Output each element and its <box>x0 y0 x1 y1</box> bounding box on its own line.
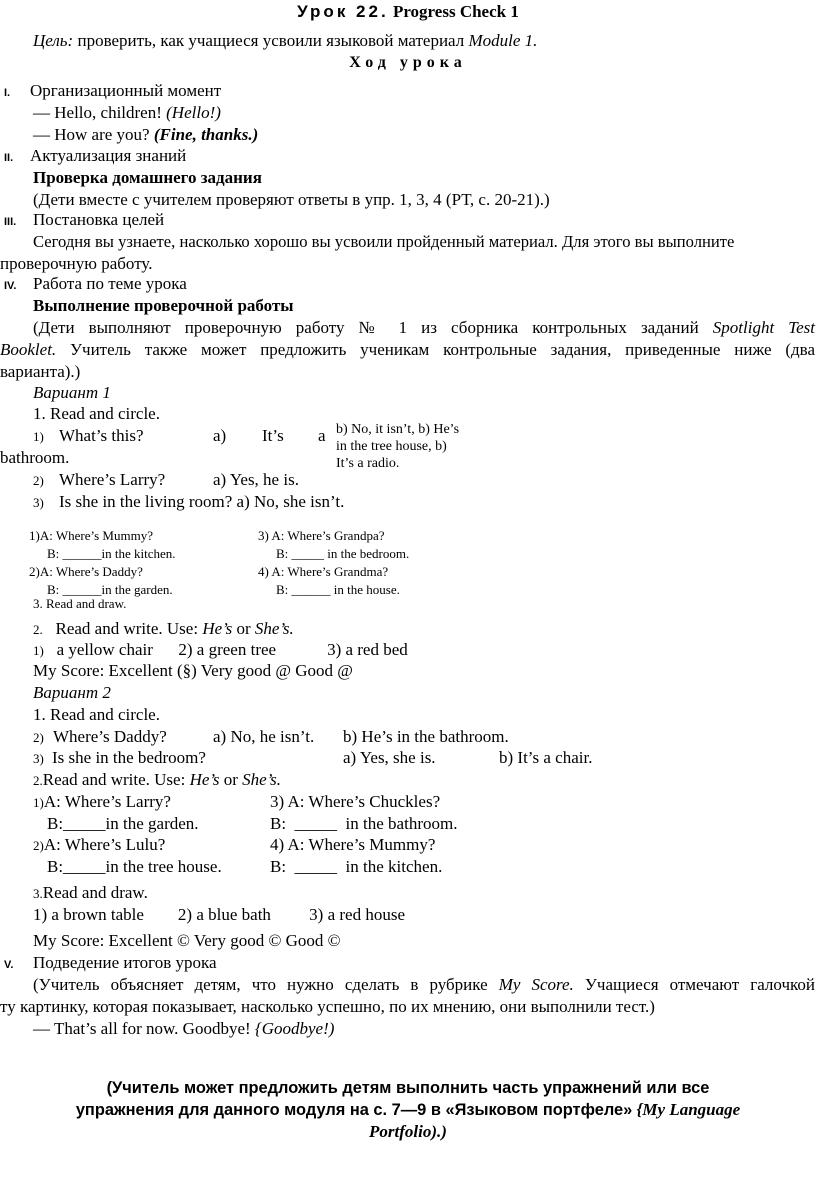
test-heading: Выполнение проверочной работы <box>33 296 294 315</box>
v2-q1-a: a) No, he isn’t. <box>213 727 315 746</box>
summary-text-2: ту картинку, которая показывает, насколько успешно, по их мнению, они выполнили тест.) <box>0 997 655 1016</box>
v1-score: My Score: Excellent (§) Very good @ Good @ <box>33 661 353 680</box>
v2-items: 1) a brown table 2) a blue bath 3) a red house <box>33 905 405 924</box>
v2-ex1: 1. Read and circle. <box>33 705 160 724</box>
summary-text-1: (Учитель объясняет детям, что нужно сделать в рубрике My Score. Учащиеся отмечают галочкой <box>33 975 815 994</box>
roman-4: IV. <box>4 280 17 292</box>
v1-d1-a: A: Where’s Mummy? <box>39 528 153 543</box>
v2-score: My Score: Excellent © Very good © Good © <box>33 931 341 950</box>
v1-q1-box-line1: b) No, it isn’t, b) He’s <box>336 422 460 437</box>
greeting-2: — How are you? (Fine, thanks.) <box>33 125 259 144</box>
v1-q3: Is she in the living room? a) No, she isn’t. <box>59 492 345 511</box>
v1-q1-num: 1) <box>33 429 44 444</box>
homework-heading: Проверка домашнего задания <box>33 168 262 187</box>
v1-d2-b: B: ______in the garden. <box>47 582 173 597</box>
v2-q2-b: b) It’s a chair. <box>499 748 593 767</box>
v2-q2-num: 3) <box>33 751 44 766</box>
roman-3: III. <box>4 216 17 228</box>
goal-label: Цель: <box>33 31 74 50</box>
goals-text-2: проверочную работу. <box>0 254 153 273</box>
v1-q1-box-line2: in the tree house, b) <box>336 439 447 454</box>
v1-dialogues-left: 1)A: Where’s Mummy? B: ______in the kitchen. 2)A: Where’s Daddy? B: ______in the garden. <box>29 528 176 597</box>
v2-d4-b: B: _____ in the kitchen. <box>270 857 443 876</box>
v2-d3-a: 3) A: Where’s Chuckles? <box>270 792 441 811</box>
v1-dialogues-right: 3) A: Where’s Grandpa? B: _____ in the bedroom. 4) A: Where’s Grandma? B: ______ in the house. <box>258 528 410 597</box>
goals-text-1: Сегодня вы узнаете, насколько хорошо вы усвоили пройденный материал. Для этого вы выполните <box>33 232 735 251</box>
v1-d3-b: B: _____ in the bedroom. <box>276 546 410 561</box>
course-heading: Ход урока <box>349 54 467 71</box>
v2-ex3: 3.Read and draw. <box>33 883 148 902</box>
goal-text: проверить, как учащиеся усвоили языковой материал <box>73 31 469 50</box>
footer-line-1: (Учитель может предложить детям выполнить часть упражнений или все <box>106 1079 710 1097</box>
variant-1-label: Вариант 1 <box>33 383 111 402</box>
v1-q1: What’s this? <box>59 426 144 445</box>
v1-q1-ans2: a <box>318 426 326 445</box>
lesson-number: Урок 22. <box>297 2 389 21</box>
v1-q3-num: 3) <box>33 495 44 510</box>
progress-check-title: Progress Check 1 <box>392 2 519 21</box>
homework-text: (Дети вместе с учителем проверяют ответы в упр. 1, 3, 4 (РТ, с. 20-21).) <box>33 190 550 209</box>
greeting-1: — Hello, children! (Hello!) <box>33 103 221 122</box>
v1-d4-a: A: Where’s Grandma? <box>271 564 389 579</box>
v1-d2-a: A: Where’s Daddy? <box>39 564 143 579</box>
v2-d1-a: 1)A: Where’s Larry? <box>33 792 171 811</box>
v1-q1-box-line3: It’s a radio. <box>336 456 400 471</box>
test-text-2: Booklet. Учитель также может предложить ученикам контрольные задания, приведенные ниже (два <box>0 340 816 359</box>
v1-ex2: 2. Read and write. Use: He’s or She’s. <box>33 619 294 638</box>
v2-d2-a: 2)A: Where’s Lulu? <box>33 835 166 854</box>
v2-d1-b: B:_____in the garden. <box>47 814 199 833</box>
variant-2-label: Вариант 2 <box>33 683 111 702</box>
test-text-3: варианта).) <box>0 362 81 381</box>
v1-ex3: 3. Read and draw. <box>33 596 127 611</box>
v2-ex2: 2.Read and write. Use: He’s or She’s. <box>33 770 282 789</box>
section-3-title: Постановка целей <box>33 210 165 229</box>
v1-ex1: 1. Read and circle. <box>33 404 160 423</box>
test-text-1: (Дети выполняют проверочную работу № 1 из сборника контрольных заданий Spotlight Test <box>33 318 816 337</box>
v2-q2: Is she in the bedroom? <box>52 748 206 767</box>
v1-q2: Where’s Larry? <box>59 470 166 489</box>
v1-items: 1) a yellow chair 2) a green tree 3) a red bed <box>33 640 408 659</box>
roman-1: I. <box>4 87 11 99</box>
footer-line-2: упражнения для данного модуля на с. 7—9 в «Языковом портфеле» {My Language <box>75 1100 741 1119</box>
goodbye-line: — That’s all for now. Goodbye! {Goodbye!) <box>33 1019 335 1038</box>
section-4-title: Работа по теме урока <box>33 274 187 293</box>
v2-q1-b: b) He’s in the bathroom. <box>343 727 509 746</box>
v1-d4-b: B: ______ in the house. <box>276 582 400 597</box>
v1-d3-a: A: Where’s Grandpa? <box>271 528 385 543</box>
v1-q1-a: a) <box>213 426 227 445</box>
roman-2: II. <box>4 152 14 164</box>
section-1-title: Организационный момент <box>30 81 222 100</box>
section-2-title: Актуализация знаний <box>30 146 187 165</box>
v1-d1-b: B: ______in the kitchen. <box>47 546 176 561</box>
v1-q1-box <box>336 421 459 472</box>
v2-q2-a: a) Yes, she is. <box>343 748 436 767</box>
footer-line-3: Portfolio).) <box>369 1122 447 1141</box>
v1-q1-ans: It’s <box>262 426 284 445</box>
roman-5: V. <box>4 959 14 971</box>
v2-d2-b: B:_____in the tree house. <box>47 857 222 876</box>
v2-q1-num: 2) <box>33 730 44 745</box>
v1-q2-ans: a) Yes, he is. <box>213 470 299 489</box>
lesson-goal <box>33 31 537 51</box>
v1-q2-num: 2) <box>33 473 44 488</box>
v1-q1-wrap: bathroom. <box>0 448 70 467</box>
v2-q1: Where’s Daddy? <box>53 727 167 746</box>
footer-note <box>0 1077 816 1143</box>
goal-module: Module 1. <box>468 31 538 50</box>
page-title <box>0 2 816 22</box>
v2-d3-b: B: _____ in the bathroom. <box>270 814 458 833</box>
section-5-title: Подведение итогов урока <box>33 953 217 972</box>
v2-d4-a: 4) A: Where’s Mummy? <box>270 835 436 854</box>
